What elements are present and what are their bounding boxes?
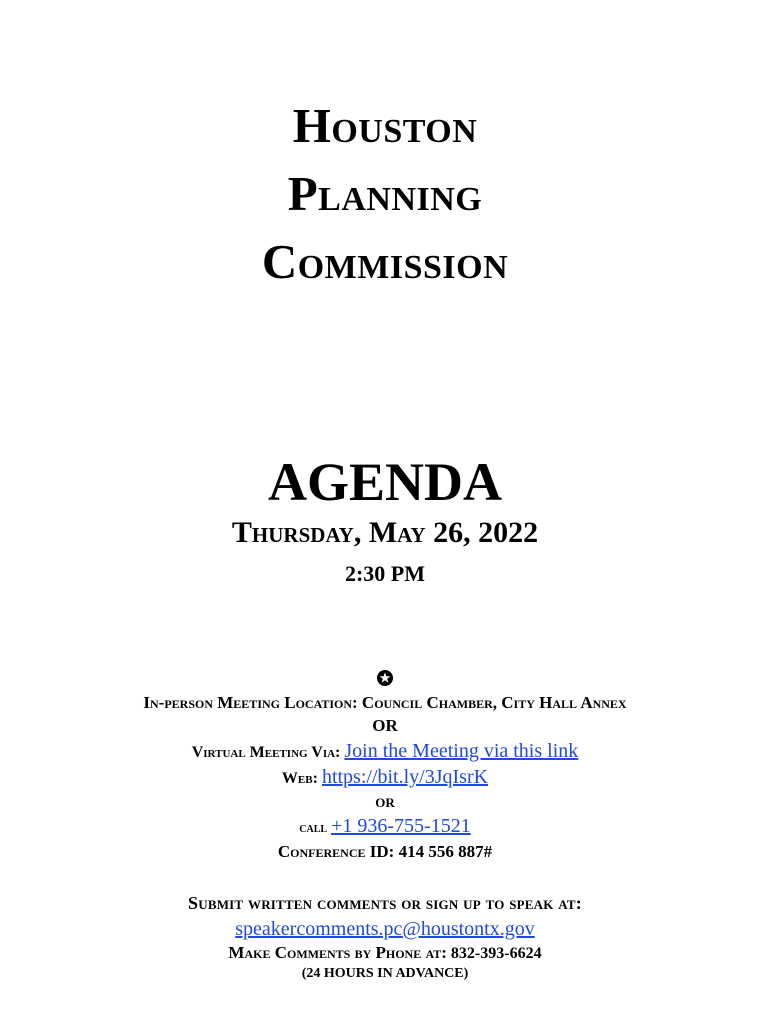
or-separator-1: OR [372, 716, 398, 735]
speaker-comments-email-link[interactable]: speakercomments.pc@houstontx.gov [235, 918, 535, 940]
phone-comments-label: Make Comments by Phone at: [228, 943, 447, 962]
in-person-location: In-person Meeting Location: Council Chamber, City Hall Annex [143, 693, 627, 712]
phone-comments-line [0, 944, 770, 962]
title-line-houston: Houston [292, 98, 478, 153]
virtual-meeting-label: Virtual Meeting Via: [191, 744, 341, 761]
agenda-heading: AGENDA [267, 452, 502, 512]
join-meeting-link[interactable]: Join the Meeting via this link [344, 740, 579, 762]
web-link[interactable]: https://bit.ly/3JqIsrK [321, 766, 489, 788]
web-line [0, 766, 770, 788]
phone-comments-number: 832-393-6624 [450, 945, 542, 962]
star-circle-icon [376, 669, 394, 687]
title-line-commission: Commission [261, 234, 509, 289]
phone-link[interactable]: +1 936-755-1521 [331, 815, 471, 837]
email-line [0, 918, 770, 940]
or-separator-2: OR [375, 795, 395, 810]
call-line [0, 815, 770, 837]
advance-notice: (24 HOURS IN ADVANCE) [301, 966, 469, 981]
virtual-meeting-line [0, 740, 770, 762]
submit-comments-heading: Submit written comments or sign up to speak at: [188, 893, 582, 913]
conference-id: Conference ID: 414 556 887# [277, 842, 493, 861]
title-line-planning: Planning [287, 166, 483, 221]
web-label: Web: [281, 770, 318, 787]
call-label: call [299, 821, 328, 836]
meeting-date: Thursday, May 26, 2022 [231, 516, 539, 549]
meeting-time: 2:30 PM [344, 561, 426, 586]
